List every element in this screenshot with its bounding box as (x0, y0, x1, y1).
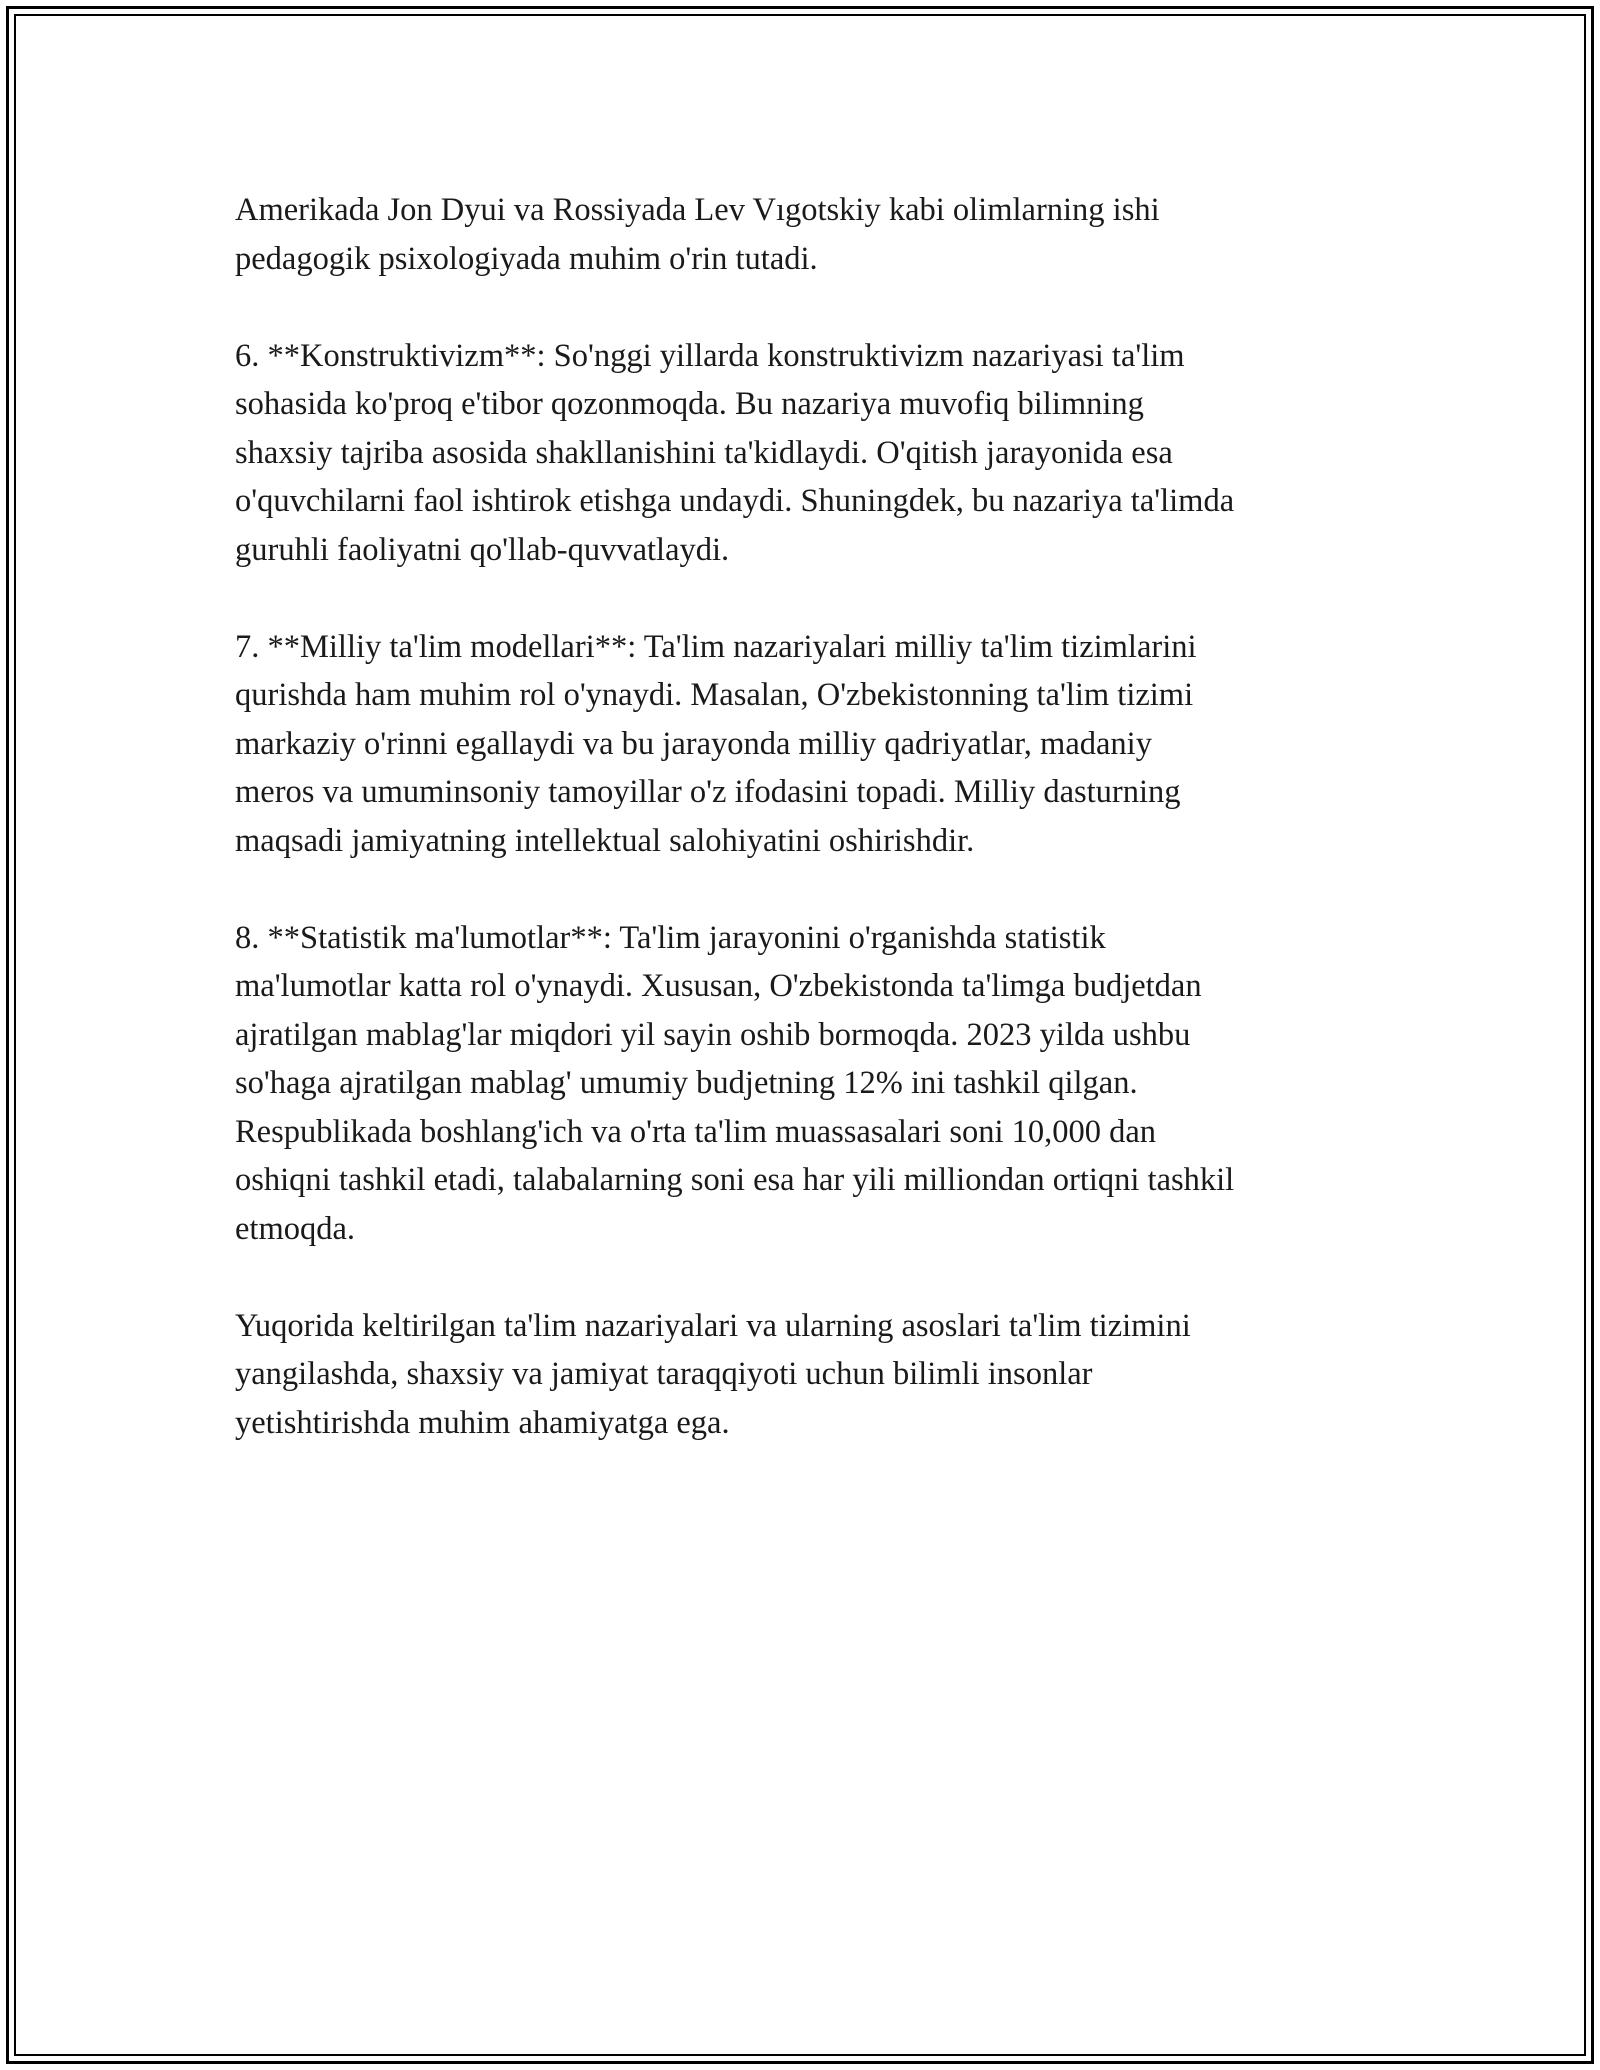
paragraph-statistik: 8. **Statistik ma'lumotlar**: Ta'lim jarayonini o'rganishda statistik ma'lumotlar katta rol o'ynaydi. Xususan, O'zbekistonda ta'limga budjetdan ajratilgan mablag'lar miqdori yil sayin oshib bormoqda. 2023 yilda ushbu so'haga ajratilgan mablag' umumiy budjetning 12% ini tashkil qilgan. Respublikada boshlang'ich va o'rta ta'lim muassasalari soni 10,000 dan oshiqni tashkil etadi, talabalarning soni esa har yili milliondan ortiqni tashkil etmoqda. (235, 919, 1235, 1247)
paragraph-conclusion: Yuqorida keltirilgan ta'lim nazariyalari va ularning asoslari ta'lim tizimini yangilashda, shaxsiy va jamiyat taraqqiyoti uchun bilimli insonlar yetishtirishda muhim ahamiyatga ega. (235, 1307, 1191, 1441)
paragraph-konstruktivizm: 6. **Konstruktivizm**: So'nggi yillarda konstruktivizm nazariyasi ta'lim sohasida ko'proq e'tibor qozonmoqda. Bu nazariya muvofiq bilimning shaxsiy tajriba asosida shakllanishini ta'kidlaydi. O'qitish jarayonida esa o'quvchilarni faol ishtirok etishga undaydi. Shuningdek, bu nazariya ta'limda guruhli faoliyatni qo'llab-quvvatlaydi. (235, 337, 1235, 568)
document-body (235, 186, 1375, 1496)
paragraph-intro: Amerikada Jon Dyui va Rossiyada Lev Vıgotskiy kabi olimlarning ishi pedagogik psixologiyada muhim o'rin tutadi. (235, 192, 1160, 277)
paragraph-milliy-talim: 7. **Milliy ta'lim modellari**: Ta'lim nazariyalari milliy ta'lim tizimlarini qurishda ham muhim rol o'ynaydi. Masalan, O'zbekistonning ta'lim tizimi markaziy o'rinni egallaydi va bu jarayonda milliy qadriyatlar, madaniy meros va umuminsoniy tamoyillar o'z ifodasini topadi. Milliy dasturning maqsadi jamiyatning intellektual salohiyatini oshirishdir. (235, 628, 1197, 859)
